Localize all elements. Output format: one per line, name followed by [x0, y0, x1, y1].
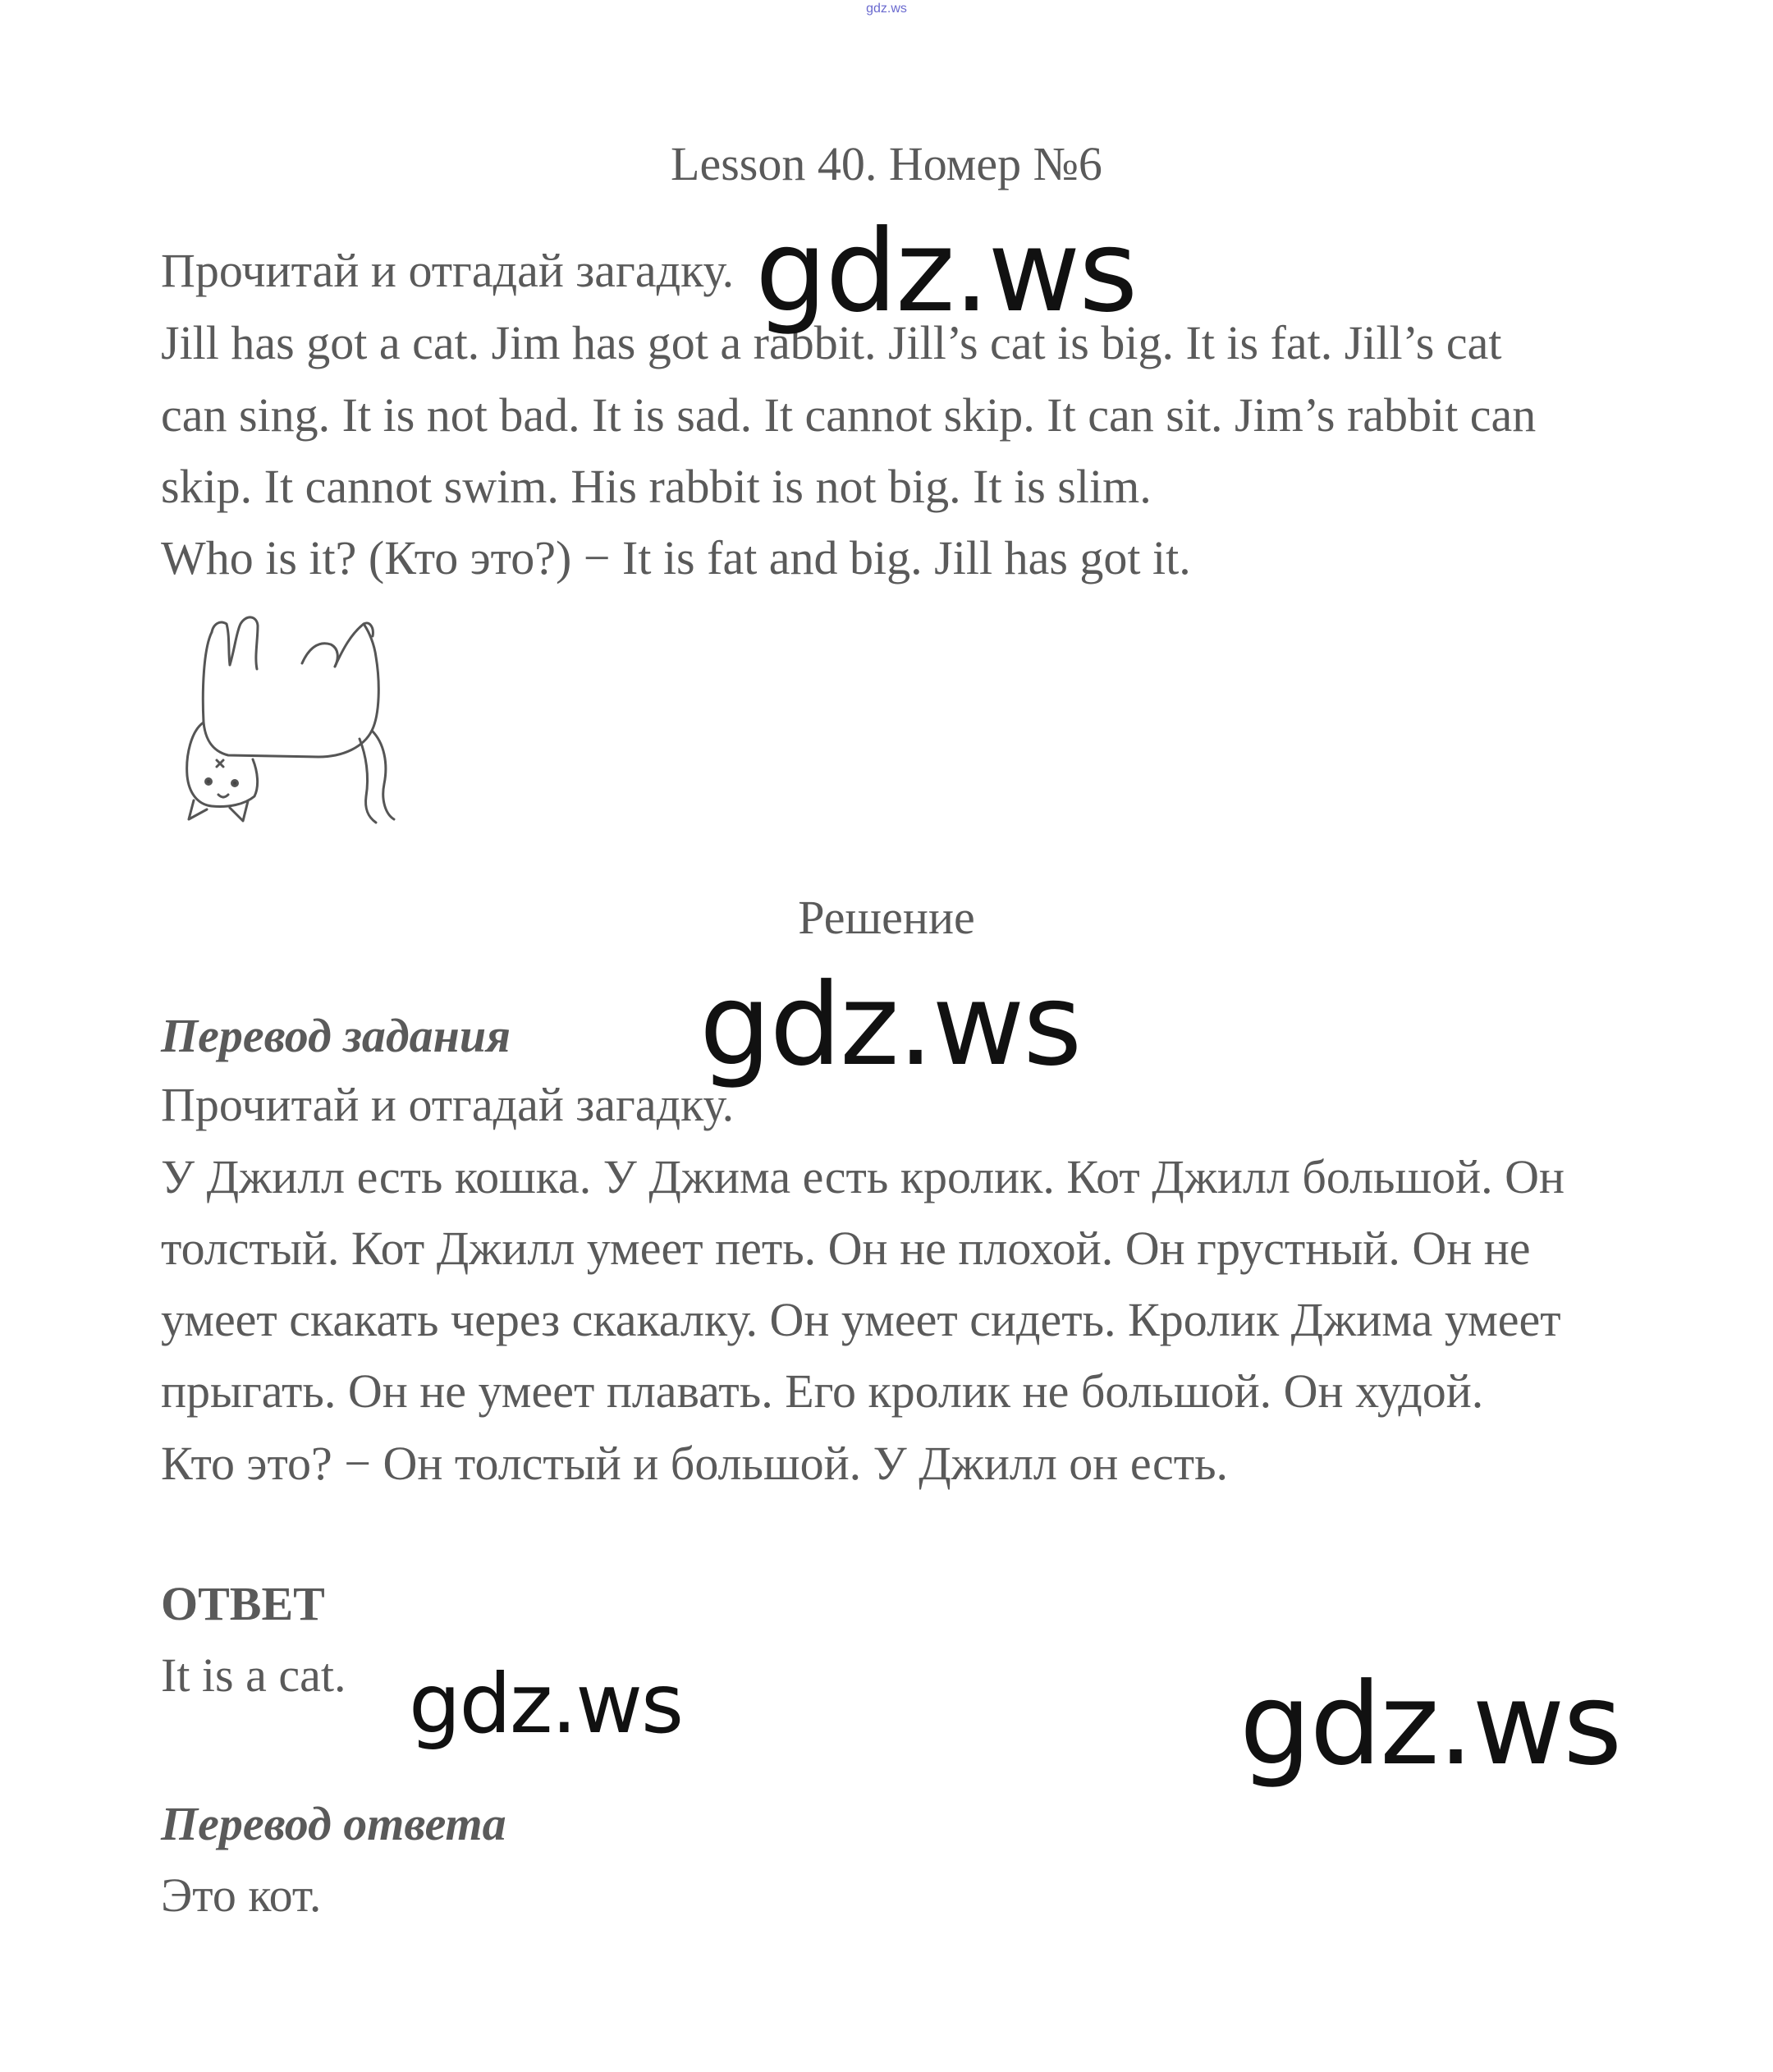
answer-text: It is a cat.: [161, 1648, 346, 1702]
task-instruction: Прочитай и отгадай загадку.: [161, 244, 735, 297]
translation-instruction: Прочитай и отгадай загадку.: [161, 1078, 735, 1131]
answer-translation-text: Это кот.: [161, 1868, 322, 1922]
task-text-line: Who is it? (Кто это?) − It is fat and big. Jill has got it.: [161, 531, 1191, 584]
translation-line: Кто это? − Он толстый и большой. У Джилл он есть.: [161, 1437, 1229, 1490]
task-text-line: skip. It cannot swim. His rabbit is not big. It is slim.: [161, 460, 1152, 513]
translation-line: умеет скакать через скакалку. Он умеет сидеть. Кролик Джима умеет: [161, 1293, 1561, 1346]
translation-line: толстый. Кот Джилл умеет петь. Он не плохой. Он грустный. Он не: [161, 1222, 1531, 1275]
task-text-line: can sing. It is not bad. It is sad. It cannot skip. It can sit. Jim’s rabbit can: [161, 388, 1537, 442]
watermark: gdz.ws: [755, 205, 1137, 337]
translation-line: У Джилл есть кошка. У Джима есть кролик. Кот Джилл большой. Он: [161, 1150, 1565, 1203]
translation-line: прыгать. Он не умеет плавать. Его кролик не большой. Он худой.: [161, 1364, 1484, 1418]
translation-heading: Перевод задания: [161, 1009, 511, 1062]
answer-heading: ОТВЕТ: [161, 1577, 325, 1630]
watermark: gdz.ws: [409, 1656, 683, 1752]
page-title: Lesson 40. Номер №6: [671, 137, 1102, 190]
watermark: gdz.ws: [699, 959, 1081, 1091]
answer-translation-heading: Перевод ответа: [161, 1797, 506, 1850]
task-text-line: Jill has got a cat. Jim has got a rabbit. Jill’s cat is big. It is fat. Jill’s cat: [161, 316, 1502, 369]
cat-illustration: [179, 599, 401, 829]
top-watermark: gdz.ws: [866, 2, 907, 16]
watermark: gdz.ws: [1239, 1658, 1621, 1790]
solution-title: Решение: [798, 891, 975, 944]
